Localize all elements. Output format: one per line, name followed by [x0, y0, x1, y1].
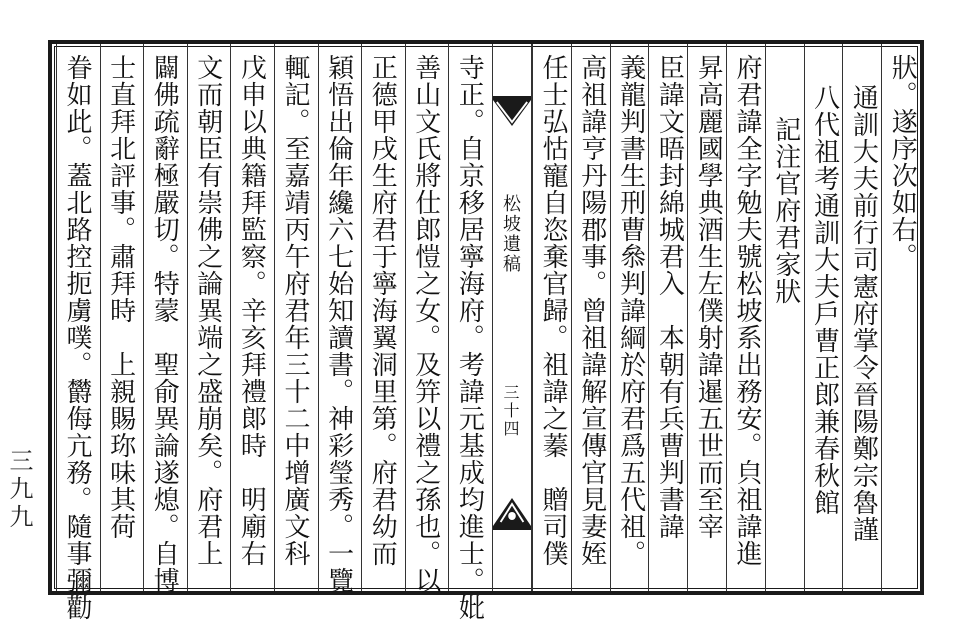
text-column — [881, 44, 920, 591]
text-column — [187, 44, 231, 591]
column-text: 八代祖考通訓大夫戶曹正郎兼春秋館 — [809, 84, 840, 516]
book-title: 松坡遺稿 — [500, 194, 521, 274]
text-column — [532, 44, 571, 591]
column-text: 臣諱文晤封綿城君入 本朝有兵曹判書諱 — [654, 54, 685, 540]
column-text: 善山文氏將仕郎愷之女。及笄以禮之孫也。以 — [410, 54, 441, 594]
column-text: 高祖諱亨丹陽郡事。曾祖諱解宣傳官見妻姪 — [576, 54, 607, 567]
text-column — [842, 44, 881, 591]
text-column — [610, 44, 649, 591]
page-number: 三九九 — [5, 448, 33, 532]
column-text: 穎悟出倫年纔六七始知讀書。神彩瑩秀。一覽 — [323, 54, 354, 594]
text-column — [687, 44, 726, 591]
text-column — [361, 44, 405, 591]
text-column — [318, 44, 362, 594]
text-column — [726, 44, 765, 591]
column-text: 記注官府君家狀 — [770, 116, 801, 305]
column-text: 闢佛疏辭極嚴切。特蒙 聖俞異論遂熄。自博 — [149, 54, 180, 594]
folio-number: 三十四 — [501, 384, 520, 438]
text-column — [765, 44, 804, 591]
text-column — [405, 44, 449, 594]
column-text: 戊申以典籍拜監察。辛亥拜禮郞時 明廟右 — [236, 54, 267, 567]
fish-tail-ornament-bottom-icon — [493, 492, 531, 530]
fish-tail-ornament-top-icon — [493, 96, 531, 130]
column-text: 文而朝臣有崇佛之論異端之盛崩矣。府君上 — [192, 54, 223, 567]
column-text: 眷如此。蓋北路控扼虜噗。欝侮亢務。隨事彌勸 — [62, 54, 92, 621]
text-column — [230, 44, 274, 591]
text-column — [274, 44, 318, 591]
text-column — [100, 44, 144, 591]
text-column — [648, 44, 687, 591]
text-column — [448, 44, 492, 621]
column-text: 昇高麗國學典酒生左僕射諱暹五世而至宰 — [693, 54, 724, 540]
column-text: 寺正。自京移居寧海府。考諱元基成均進士。妣 — [454, 54, 485, 621]
text-column — [571, 44, 610, 591]
column-text: 士直拜北評事。肅拜時 上親賜珎味其荷 — [105, 54, 136, 540]
column-text: 正德甲戌生府君于寧海翼洞里第。府君幼而 — [367, 54, 398, 567]
column-text: 狀。遂序次如右。 — [887, 54, 918, 270]
column-text: 任士弘怙寵自恣棄官歸。祖諱之蓁 贈司僕 — [538, 54, 568, 567]
column-text: 義龍判書生刑曹叅判諱綱於府君爲五代祖。 — [615, 54, 646, 567]
column-text: 通訓大夫前行司憲府掌令晉陽鄭宗魯謹 — [848, 84, 879, 543]
text-column — [143, 44, 187, 594]
text-column — [804, 44, 843, 591]
center-band — [492, 44, 532, 591]
text-column — [56, 44, 100, 621]
woodblock-frame — [48, 40, 924, 621]
column-text: 府君諱全字勉夫號松坡系出務安。㒵祖諱進 — [732, 54, 762, 567]
column-text: 輒記。至嘉靖丙午府君年三十二中增廣文科 — [280, 54, 310, 567]
